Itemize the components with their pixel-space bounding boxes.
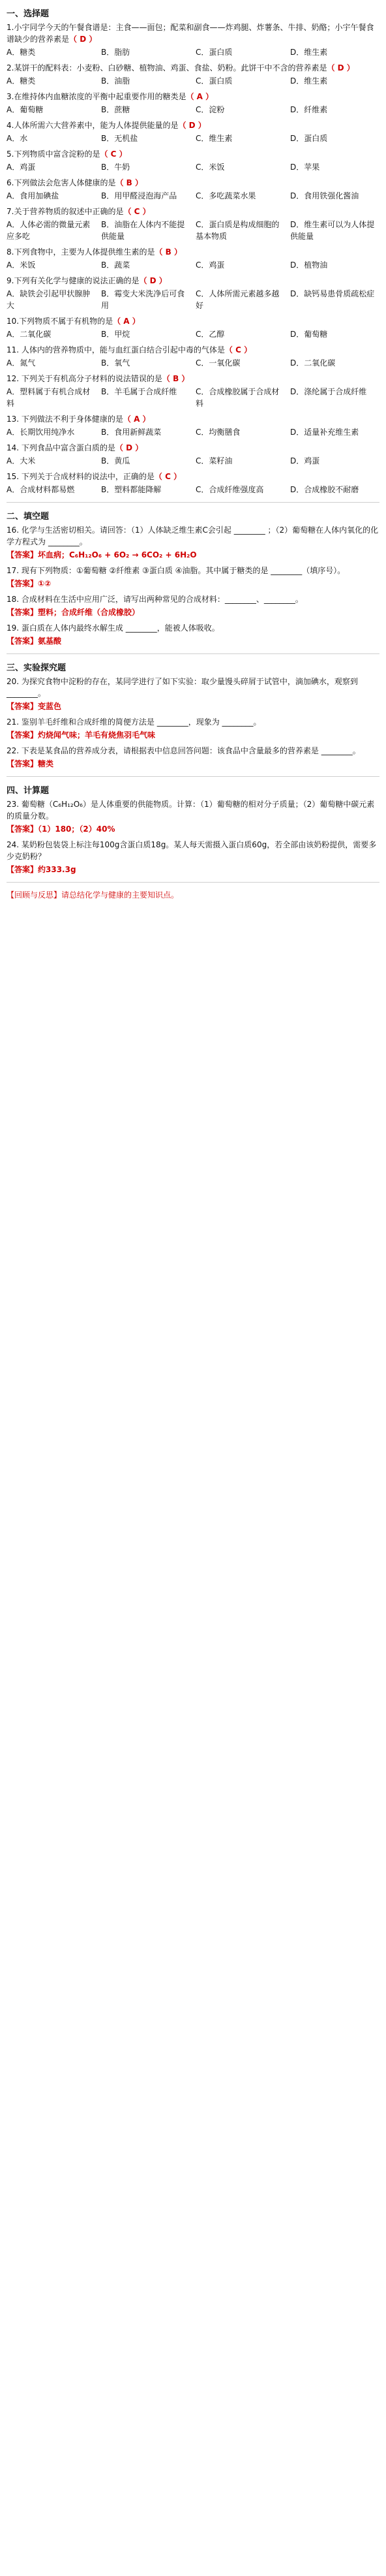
options [7, 190, 379, 202]
question-text: 下列物质中富含淀粉的是 [14, 149, 100, 159]
option: D．鸡蛋 [290, 456, 320, 465]
calc-item: 23. 葡萄糖（C₆H₁₂O₆）是人体重要的供能物质。计算：（1）葡萄糖的相对分子质量；（2）葡萄糖中碳元素的质量分数。 【答案】（1）180；（2）40% [7, 800, 375, 834]
question-item [7, 315, 379, 340]
options [7, 104, 379, 116]
divider [7, 653, 379, 654]
option: D．纤维素 [290, 105, 328, 114]
question-text: 下列食物中，主要为人体提供维生素的是 [14, 247, 155, 257]
options [7, 219, 379, 242]
option: A．二氧化碳 [7, 330, 52, 339]
exp-item: 20. 为探究食物中淀粉的存在，某同学进行了如下实验：取少量馒头碎屑于试管中，滴加碘水，观察到 ________。 【答案】变蓝色 [7, 677, 358, 711]
section-heading: 三、实验探究题 [7, 663, 67, 673]
option: A．水 [7, 134, 28, 143]
question-item [7, 246, 379, 271]
option: B．无机盐 [101, 134, 138, 143]
question-text: 人体所需六大营养素中，能为人体提供能量的是 [14, 121, 179, 130]
option: D．维生素可以为人体提供能量 [290, 220, 375, 241]
options [7, 386, 379, 409]
option: D．葡萄糖 [290, 330, 328, 339]
question-stem [7, 246, 379, 258]
option: A．米饭 [7, 260, 36, 270]
question-answer: （ B ） [115, 178, 143, 187]
options [7, 133, 379, 144]
option: B．蔗糖 [101, 105, 130, 114]
exp-item: 21. 鉴别羊毛纤维和合成纤维的简便方法是 ________，现象为 ________。 【答案】灼烧闻气味；羊毛有烧焦羽毛气味 [7, 717, 261, 740]
option: C．人体所需元素越多越好 [196, 289, 280, 310]
question-item [7, 275, 379, 311]
fill-item: 16. 化学与生活密切相关。请回答：（1）人体缺乏维生素C会引起 ________ ；（2）葡萄糖在人体内氧化的化学方程式为 ________。 【答案】坏血病；C₆H₁₂O₆ + 6O₂ → 6CO₂ + 6H₂O [7, 526, 379, 559]
question-number: 5. [7, 149, 14, 159]
question-number: 9. [7, 276, 14, 285]
option: A．鸡蛋 [7, 163, 36, 172]
option: B．氧气 [101, 358, 130, 368]
question-text: 下列做法会危害人体健康的是 [14, 178, 116, 187]
question-answer: （ D ） [178, 121, 206, 130]
option: A．糖类 [7, 48, 36, 57]
question-item [7, 177, 379, 202]
divider [7, 776, 379, 777]
options [7, 161, 379, 173]
question-stem [7, 62, 379, 74]
question-item [7, 22, 379, 58]
option: A．人体必需的微量元素应多吃 [7, 220, 91, 241]
question-item: 12. 下列关于有机高分子材料的说法错误的是（ B ） A．塑料属于有机合成材料 B．羊毛属于合成纤维 C．合成橡胶属于合成材料 D．涤纶属于合成纤维 [7, 373, 379, 409]
option: A．长期饮用纯净水 [7, 428, 75, 437]
question-item [7, 206, 379, 242]
question-item: 15. 下列关于合成材料的说法中，正确的是（ C ） A．合成材料都易燃 B．塑料都能降解 C．合成纤维强度高 D．合成橡胶不耐磨 [7, 471, 379, 495]
option: C．合成橡胶属于合成材料 [196, 387, 280, 408]
question-list [7, 22, 379, 340]
footer-note: 【回顾与反思】请总结化学与健康的主要知识点。 [7, 890, 179, 900]
option: C．多吃蔬菜水果 [196, 191, 256, 200]
option: C．蛋白质 [196, 48, 233, 57]
option: A．缺铁会引起甲状腺肿大 [7, 289, 91, 310]
options [7, 426, 379, 438]
divider [7, 882, 379, 883]
calc-item: 24. 某奶粉包装袋上标注每100g含蛋白质18g。某人每天需摄入蛋白质60g，若全部由该奶粉提供，需要多少克奶粉？ 【答案】约333.3g [7, 840, 377, 874]
option: A．大米 [7, 456, 36, 465]
question-item [7, 119, 379, 144]
option: A．糖类 [7, 76, 36, 86]
option: B．油脂 [101, 76, 130, 86]
option: C．维生素 [196, 134, 233, 143]
options [7, 357, 379, 369]
question-number: 3. [7, 92, 14, 101]
option: B．甲烷 [101, 330, 130, 339]
option: C．乙醇 [196, 330, 225, 339]
question-item: 11. 人体内的营养物质中，能与血红蛋白结合引起中毒的气体是（ C ） A．氮气 B．氧气 C．一氧化碳 D．二氧化碳 [7, 344, 379, 369]
question-item: 13. 下列做法不利于身体健康的是（ A ） A．长期饮用纯净水 B．食用新鲜蔬菜 C．均衡膳食 D．适量补充维生素 [7, 413, 379, 438]
option: B．用甲醛浸泡海产品 [101, 191, 177, 200]
option: D．蛋白质 [290, 134, 328, 143]
option: A．氮气 [7, 358, 36, 368]
option: C．鸡蛋 [196, 260, 225, 270]
question-text: 关于营养物质的叙述中正确的是 [14, 207, 124, 216]
option: D．食用铁强化酱油 [290, 191, 359, 200]
option: B．脂肪 [101, 48, 130, 57]
option: C．米饭 [196, 163, 225, 172]
option: B．霉变大米洗净后可食用 [101, 289, 185, 310]
question-text: 某饼干的配料表：小麦粉、白砂糖、植物油、鸡蛋、食盐、奶粉。此饼干中不含的营养素是 [14, 63, 327, 72]
option: B．食用新鲜蔬菜 [101, 428, 162, 437]
section-heading: 一、选择题 [7, 9, 50, 19]
question-number: 8. [7, 247, 14, 257]
question-answer: （ C ） [100, 149, 127, 159]
question-answer: （ A ） [113, 317, 140, 326]
option: D．缺钙易患骨质疏松症 [290, 289, 375, 298]
question-text: 在维持体内血糖浓度的平衡中起重要作用的糖类是 [14, 92, 186, 101]
question-answer: （ D ） [139, 276, 167, 285]
option: A．食用加碘盐 [7, 191, 59, 200]
option: B．蔬菜 [101, 260, 130, 270]
question-text: 小宇同学今天的午餐食谱是：主食——面包；配菜和副食——炸鸡腿、炸薯条、牛排、奶酪；小宇午餐食谱缺少的营养素是 [7, 23, 374, 44]
question-stem [7, 275, 379, 287]
options [7, 259, 379, 271]
options [7, 455, 379, 467]
question-stem [7, 119, 379, 131]
option: D．植物油 [290, 260, 328, 270]
question-item: 14. 下列食品中富含蛋白质的是（ D ） A．大米 B．黄瓜 C．菜籽油 D．鸡蛋 [7, 442, 379, 467]
exp-item: 22. 下表是某食品的营养成分表，请根据表中信息回答问题：该食品中含量最多的营养素是 ________。 【答案】糖类 [7, 746, 361, 768]
option: B．羊毛属于合成纤维 [101, 387, 177, 396]
option: D．苹果 [290, 163, 320, 172]
question-number: 6. [7, 178, 14, 187]
divider [7, 502, 379, 503]
option: C．一氧化碳 [196, 358, 241, 368]
option: A．合成材料都易燃 [7, 485, 75, 494]
question-stem [7, 206, 379, 217]
question-number: 2. [7, 63, 14, 72]
question-answer: （ B ） [155, 247, 182, 257]
option: C．均衡膳食 [196, 428, 241, 437]
option: A．塑料属于有机合成材料 [7, 387, 91, 408]
question-number: 7. [7, 207, 14, 216]
option: D．适量补充维生素 [290, 428, 359, 437]
option: B．牛奶 [101, 163, 130, 172]
question-stem [7, 22, 379, 45]
question-text: 下列物质不属于有机物的是 [19, 317, 113, 326]
question-stem [7, 91, 379, 102]
document-page [0, 0, 386, 907]
question-answer: （ D ） [327, 63, 355, 72]
fill-item: 17. 现有下列物质：①葡萄糖 ②纤维素 ③蛋白质 ④油脂。其中属于糖类的是 ________（填序号）。 【答案】①② [7, 566, 346, 588]
question-item [7, 148, 379, 173]
option: B．油脂在人体内不能提供能量 [101, 220, 185, 241]
fill-item: 18. 合成材料在生活中应用广泛，请写出两种常见的合成材料：________、________。 【答案】塑料；合成纤维（合成橡胶） [7, 595, 303, 617]
question-number: 1. [7, 23, 14, 32]
question-stem [7, 177, 379, 189]
option: C．淀粉 [196, 105, 225, 114]
options [7, 328, 379, 340]
question-number: 10. [7, 317, 20, 326]
options [7, 75, 379, 87]
question-text: 下列有关化学与健康的说法正确的是 [14, 276, 140, 285]
option: C．合成纤维强度高 [196, 485, 264, 494]
question-answer: （ A ） [186, 92, 214, 101]
question-stem [7, 315, 379, 327]
option: D．涤纶属于合成纤维 [290, 387, 367, 396]
section-heading: 四、计算题 [7, 786, 50, 796]
option: C．菜籽油 [196, 456, 233, 465]
options [7, 288, 379, 311]
option: D．合成橡胶不耐磨 [290, 485, 359, 494]
option: D．维生素 [290, 48, 328, 57]
options [7, 484, 379, 495]
question-number: 4. [7, 121, 14, 130]
option: D．维生素 [290, 76, 328, 86]
fill-item: 19. 蛋白质在人体内最终水解生成 ________，能被人体吸收。 【答案】氨基酸 [7, 623, 220, 646]
option: B．塑料都能降解 [101, 485, 162, 494]
section-heading: 二、填空题 [7, 512, 50, 522]
option: C．蛋白质是构成细胞的基本物质 [196, 220, 280, 241]
options [7, 46, 379, 58]
question-answer: （ C ） [123, 207, 151, 216]
question-stem [7, 148, 379, 160]
question-item [7, 91, 379, 116]
option: D．二氧化碳 [290, 358, 336, 368]
option: A．葡萄糖 [7, 105, 44, 114]
question-answer: （ D ） [69, 35, 97, 44]
option: C．蛋白质 [196, 76, 233, 86]
question-item [7, 62, 379, 87]
option: B．黄瓜 [101, 456, 130, 465]
